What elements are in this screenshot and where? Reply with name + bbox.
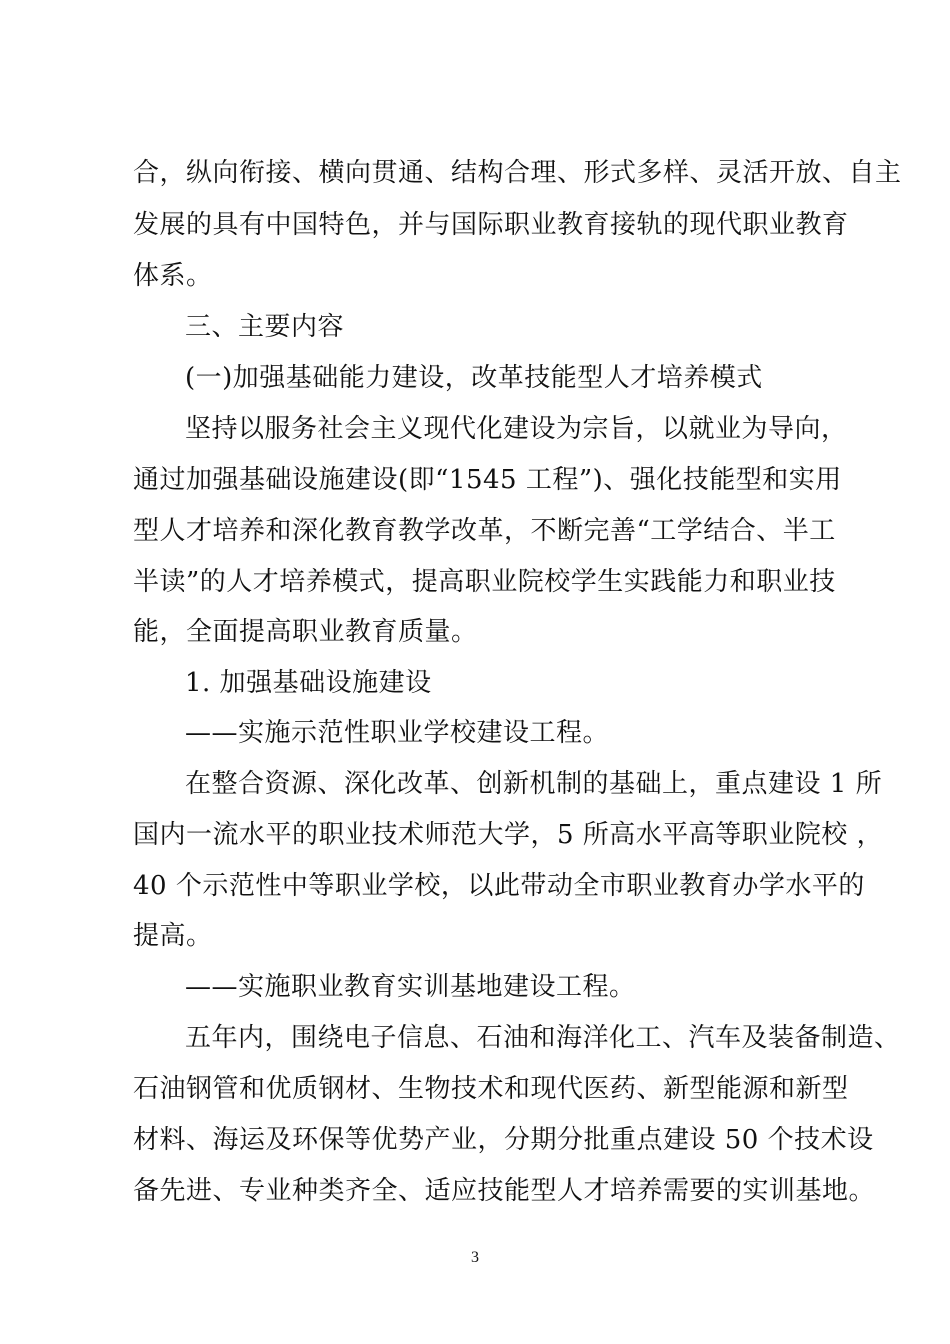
text-line: 型人才培养和深化教育教学改革，不断完善“工学结合、半工 [133,516,836,546]
text-line: 坚持以服务社会主义现代化建设为宗旨，以就业为导向， [185,414,848,444]
text-line: 在整合资源、深化改革、创新机制的基础上，重点建设 1 所 [185,769,883,799]
text-line: 提高。 [133,921,213,951]
text-line: 合，纵向衔接、横向贯通、结构合理、形式多样、灵活开放、自主 [133,158,902,188]
text-line: 能，全面提高职业教育质量。 [133,617,478,647]
text-line: 国内一流水平的职业技术师范大学，5 所高水平高等职业院校 ， [133,820,884,850]
item-heading: 1. 加强基础设施建设 [185,668,432,698]
text-line: 通过加强基础设施建设(即“1545 工程”)、强化技能型和实用 [133,465,842,495]
text-line: 体系。 [133,261,213,291]
text-line: 备先进、专业种类齐全、适应技能型人才培养需要的实训基地。 [133,1176,876,1206]
text-line: 五年内，围绕电子信息、石油和海洋化工、汽车及装备制造、 [185,1023,901,1053]
text-line: 半读”的人才培养模式，提高职业院校学生实践能力和职业技 [133,567,836,597]
section-heading: 三、主要内容 [185,312,345,342]
text-line: ——实施职业教育实训基地建设工程。 [185,972,636,1002]
subsection-heading: (一)加强基础能力建设，改革技能型人才培养模式 [185,363,763,393]
text-line: 发展的具有中国特色，并与国际职业教育接轨的现代职业教育 [133,210,849,240]
page-number: 3 [471,1249,479,1266]
text-line: 石油钢管和优质钢材、生物技术和现代医药、新型能源和新型 [133,1074,849,1104]
text-line: 材料、海运及环保等优势产业，分期分批重点建设 50 个技术设 [133,1125,874,1155]
text-line: 40 个示范性中等职业学校，以此带动全市职业教育办学水平的 [133,871,865,901]
text-line: ——实施示范性职业学校建设工程。 [185,718,610,748]
